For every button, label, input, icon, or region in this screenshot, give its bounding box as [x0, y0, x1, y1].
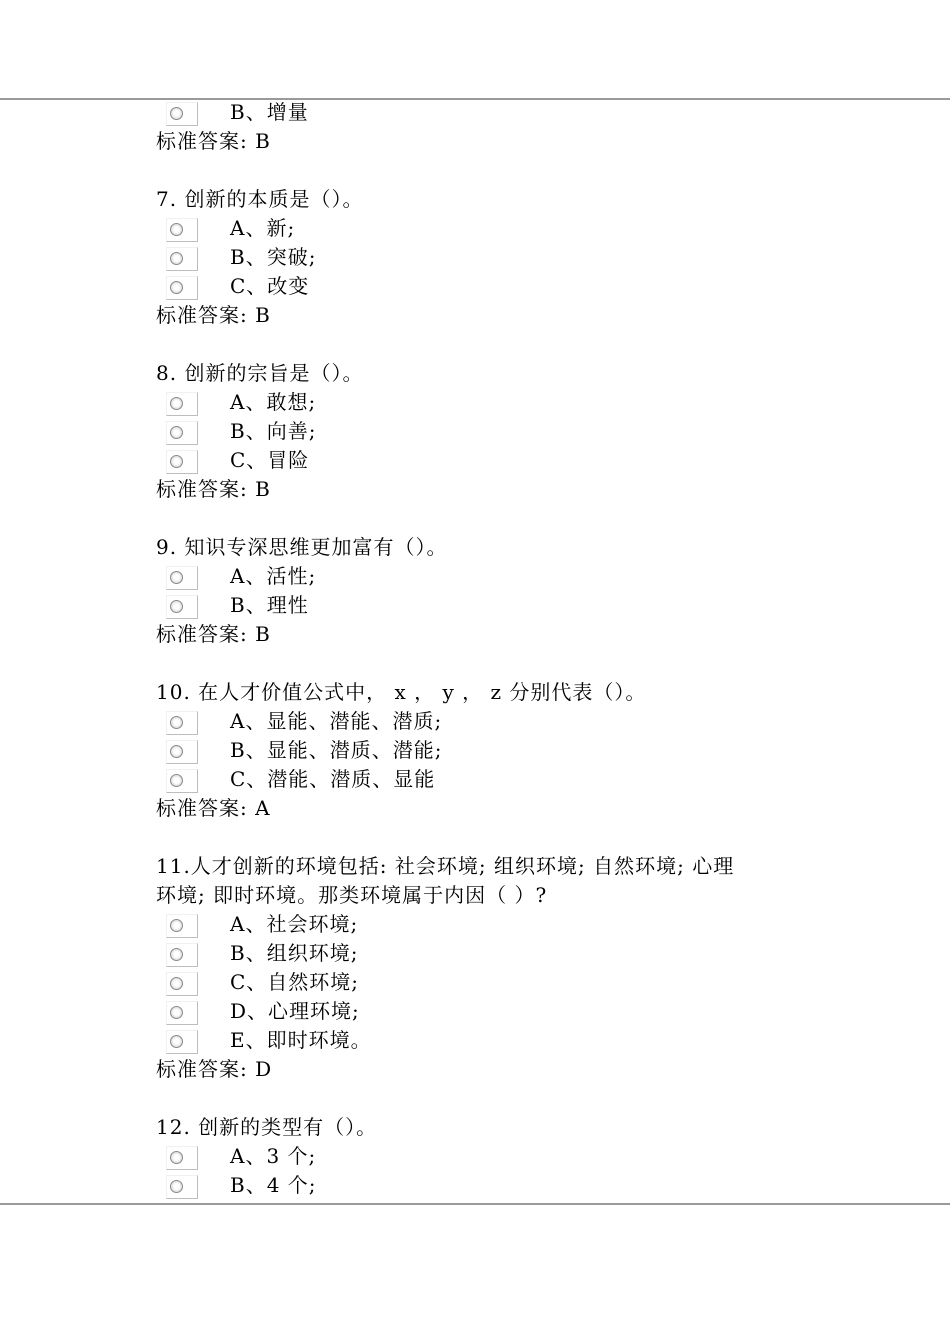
radio-icon	[170, 774, 183, 787]
option-row[interactable]	[166, 446, 866, 475]
option-label: A、新;	[230, 216, 296, 240]
radio-icon	[170, 745, 183, 758]
radio-button[interactable]	[166, 566, 198, 590]
radio-button[interactable]	[166, 421, 198, 445]
option-row[interactable]	[166, 243, 866, 272]
radio-button[interactable]	[166, 1001, 198, 1025]
option-label: A、显能、潜能、潜质;	[230, 709, 443, 733]
radio-button[interactable]	[166, 218, 198, 242]
option-label: A、活性;	[230, 564, 317, 588]
option-label: D、心理环境;	[230, 999, 360, 1023]
radio-icon	[170, 223, 183, 236]
bottom-divider	[0, 1203, 950, 1205]
option-label: B、突破;	[230, 245, 317, 269]
radio-icon	[170, 1006, 183, 1019]
option-row[interactable]	[166, 939, 866, 968]
radio-button[interactable]	[166, 247, 198, 271]
radio-icon	[170, 1035, 183, 1048]
radio-icon	[170, 600, 183, 613]
option-row[interactable]	[166, 388, 866, 417]
answer-text: 标准答案: D	[156, 1057, 273, 1081]
radio-button[interactable]	[166, 769, 198, 793]
radio-icon	[170, 426, 183, 439]
radio-button[interactable]	[166, 740, 198, 764]
option-row[interactable]	[166, 1171, 866, 1200]
option-label: A、3 个;	[230, 1144, 317, 1168]
answer-text: 标准答案: B	[156, 622, 271, 646]
radio-icon	[170, 397, 183, 410]
question-text: 10. 在人才价值公式中， x ， y ， z 分别代表（）。	[156, 680, 647, 704]
option-row[interactable]	[166, 272, 866, 301]
option-row[interactable]	[166, 765, 866, 794]
option-label: C、改变	[230, 274, 310, 298]
radio-icon	[170, 948, 183, 961]
radio-icon	[170, 1151, 183, 1164]
option-row[interactable]	[166, 1026, 866, 1055]
radio-icon	[170, 919, 183, 932]
radio-icon	[170, 281, 183, 294]
option-row[interactable]	[166, 562, 866, 591]
radio-icon	[170, 455, 183, 468]
option-row[interactable]	[166, 214, 866, 243]
option-label: E、即时环境。	[230, 1028, 372, 1052]
option-row[interactable]	[166, 997, 866, 1026]
question-text: 8. 创新的宗旨是（）。	[156, 361, 364, 385]
radio-button[interactable]	[166, 943, 198, 967]
radio-icon	[170, 571, 183, 584]
option-label: B、显能、潜质、潜能;	[230, 738, 443, 762]
option-row[interactable]	[166, 417, 866, 446]
radio-button[interactable]	[166, 276, 198, 300]
radio-button[interactable]	[166, 1030, 198, 1054]
option-label: B、理性	[230, 593, 309, 617]
option-row[interactable]	[166, 910, 866, 939]
option-label: C、冒险	[230, 448, 310, 472]
option-label: C、潜能、潜质、显能	[230, 767, 436, 791]
option-row[interactable]	[166, 1142, 866, 1171]
answer-text: 标准答案: B	[156, 303, 271, 327]
answer-text: 标准答案: B	[156, 477, 271, 501]
radio-button[interactable]	[166, 1175, 198, 1199]
radio-button[interactable]	[166, 102, 198, 126]
option-label: B、4 个;	[230, 1173, 317, 1197]
radio-icon	[170, 1180, 183, 1193]
option-row[interactable]	[166, 968, 866, 997]
option-label: A、敢想;	[230, 390, 317, 414]
option-label: B、组织环境;	[230, 941, 359, 965]
option-label: C、自然环境;	[230, 970, 360, 994]
radio-button[interactable]	[166, 450, 198, 474]
radio-icon	[170, 977, 183, 990]
radio-button[interactable]	[166, 1146, 198, 1170]
radio-button[interactable]	[166, 595, 198, 619]
option-row[interactable]	[166, 591, 866, 620]
radio-icon	[170, 107, 183, 120]
option-row[interactable]	[166, 736, 866, 765]
option-label: B、向善;	[230, 419, 317, 443]
option-row[interactable]	[166, 98, 866, 127]
radio-button[interactable]	[166, 711, 198, 735]
radio-button[interactable]	[166, 972, 198, 996]
radio-icon	[170, 716, 183, 729]
radio-button[interactable]	[166, 914, 198, 938]
question-text: 环境; 即时环境。那类环境属于内因（ ）?	[156, 883, 548, 907]
option-row[interactable]	[166, 707, 866, 736]
question-text: 9. 知识专深思维更加富有（）。	[156, 535, 448, 559]
radio-icon	[170, 252, 183, 265]
option-label: B、增量	[230, 100, 309, 124]
question-text: 11.人才创新的环境包括: 社会环境; 组织环境; 自然环境; 心理	[156, 854, 735, 878]
answer-text: 标准答案: B	[156, 129, 271, 153]
question-text: 12. 创新的类型有（）。	[156, 1115, 378, 1139]
answer-text: 标准答案: A	[156, 796, 271, 820]
radio-button[interactable]	[166, 392, 198, 416]
question-text: 7. 创新的本质是（）。	[156, 187, 364, 211]
option-label: A、社会环境;	[230, 912, 359, 936]
